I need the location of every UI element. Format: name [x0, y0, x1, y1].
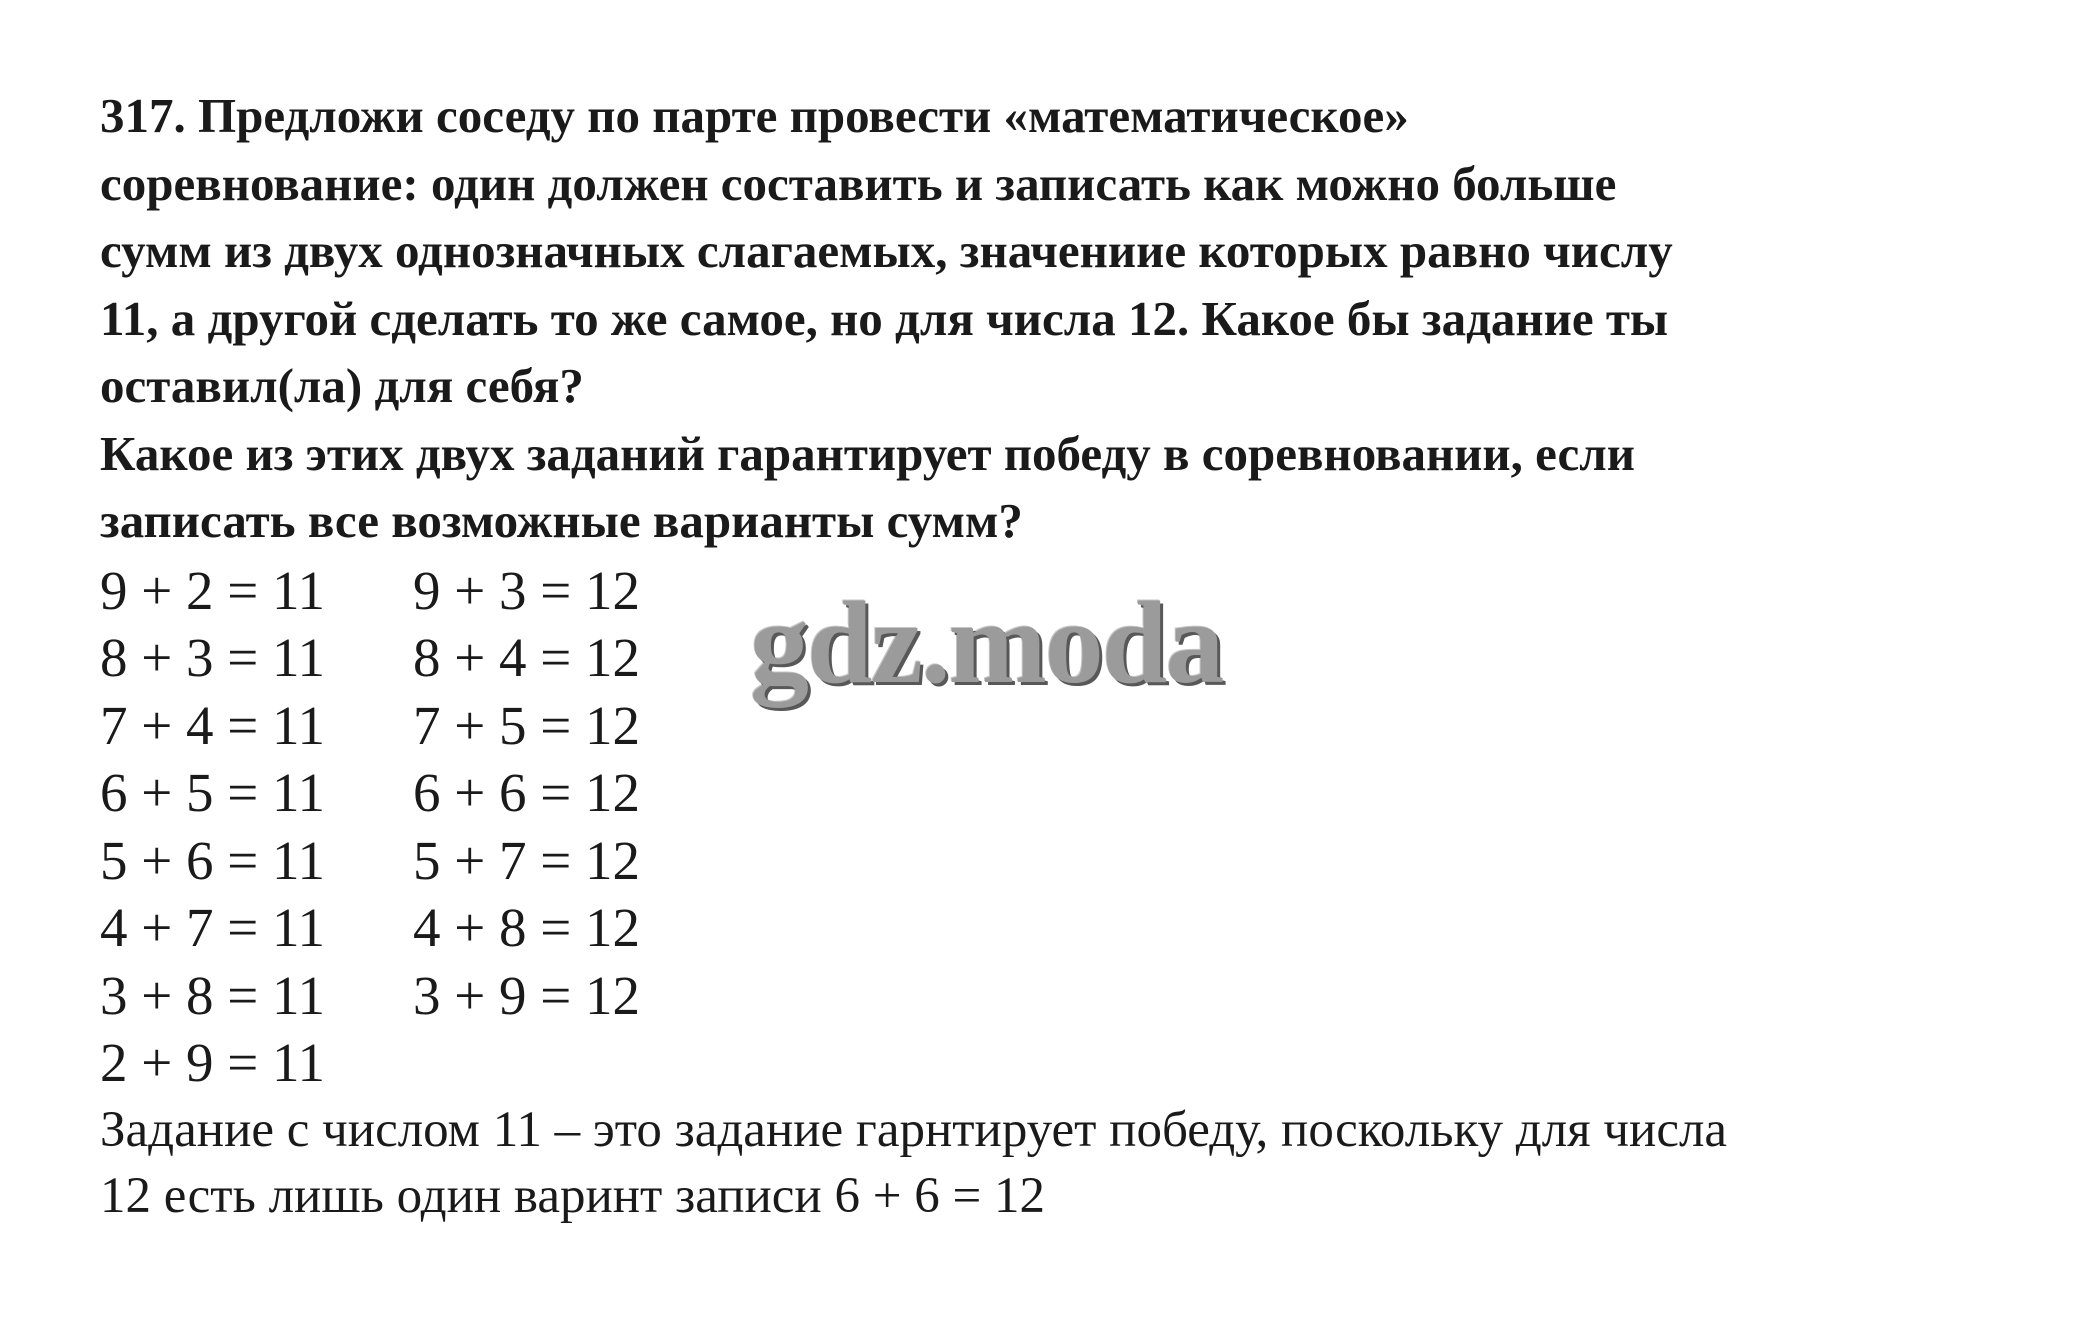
equation-row — [100, 827, 2020, 895]
equation-row — [100, 962, 2020, 1030]
equation-sum-12: 7 + 5 = 12 — [413, 694, 641, 756]
equation-sum-12: 8 + 4 = 12 — [413, 627, 641, 688]
equation-sum-11: 6 + 5 = 11 — [100, 762, 325, 823]
task-line: сумм из двух однозначных слагаемых, значениие которых равно числу — [100, 223, 1673, 278]
equation-sum-11: 5 + 6 = 11 — [100, 829, 325, 891]
task-line: соревнование: один должен составить и записать как можно больше — [100, 155, 1617, 211]
equation-sum-12: 6 + 6 = 12 — [413, 762, 641, 823]
equation-sum-12: 4 + 8 = 12 — [413, 897, 641, 958]
equation-sum-11: 4 + 7 = 11 — [100, 897, 325, 958]
equation-row — [100, 759, 2020, 827]
task-line: оставил(ла) для себя? — [100, 358, 584, 413]
task-line: 11, а другой сделать то же самое, но для числа 12. Какое бы задание ты — [100, 290, 1669, 346]
task-number: 317. — [100, 88, 186, 143]
task-question-line: Какое из этих двух заданий гарантирует победу в соревновании, если — [100, 425, 1635, 481]
equation-sum-12: 3 + 9 = 12 — [413, 964, 641, 1026]
equation-sum-12: 5 + 7 = 12 — [413, 829, 641, 891]
task-line-text: Предложи соседу по парте провести «математическое» — [198, 88, 1409, 143]
equation-sum-12: 9 + 3 = 12 — [413, 559, 641, 621]
answer-line: 12 есть лишь один варинт записи 6 + 6 = 12 — [100, 1167, 1045, 1224]
watermark-logo: gdz.moda — [750, 577, 1223, 708]
equation-sum-11: 8 + 3 = 11 — [100, 627, 325, 688]
equation-row — [100, 894, 2020, 962]
task-question-line: записать все возможные варианты сумм? — [100, 493, 1023, 548]
answer-text — [100, 1097, 2020, 1229]
task-line — [100, 82, 2020, 150]
task-statement — [100, 82, 2020, 555]
equation-sum-11: 9 + 2 = 11 — [100, 559, 325, 621]
equation-row — [100, 1029, 2020, 1097]
equation-sum-11: 7 + 4 = 11 — [100, 694, 325, 756]
equation-sum-11: 2 + 9 = 11 — [100, 1032, 325, 1093]
answer-line: Задание с числом 11 – это задание гарнтирует победу, поскольку для числа — [100, 1101, 1728, 1158]
equation-sum-11: 3 + 8 = 11 — [100, 964, 325, 1026]
